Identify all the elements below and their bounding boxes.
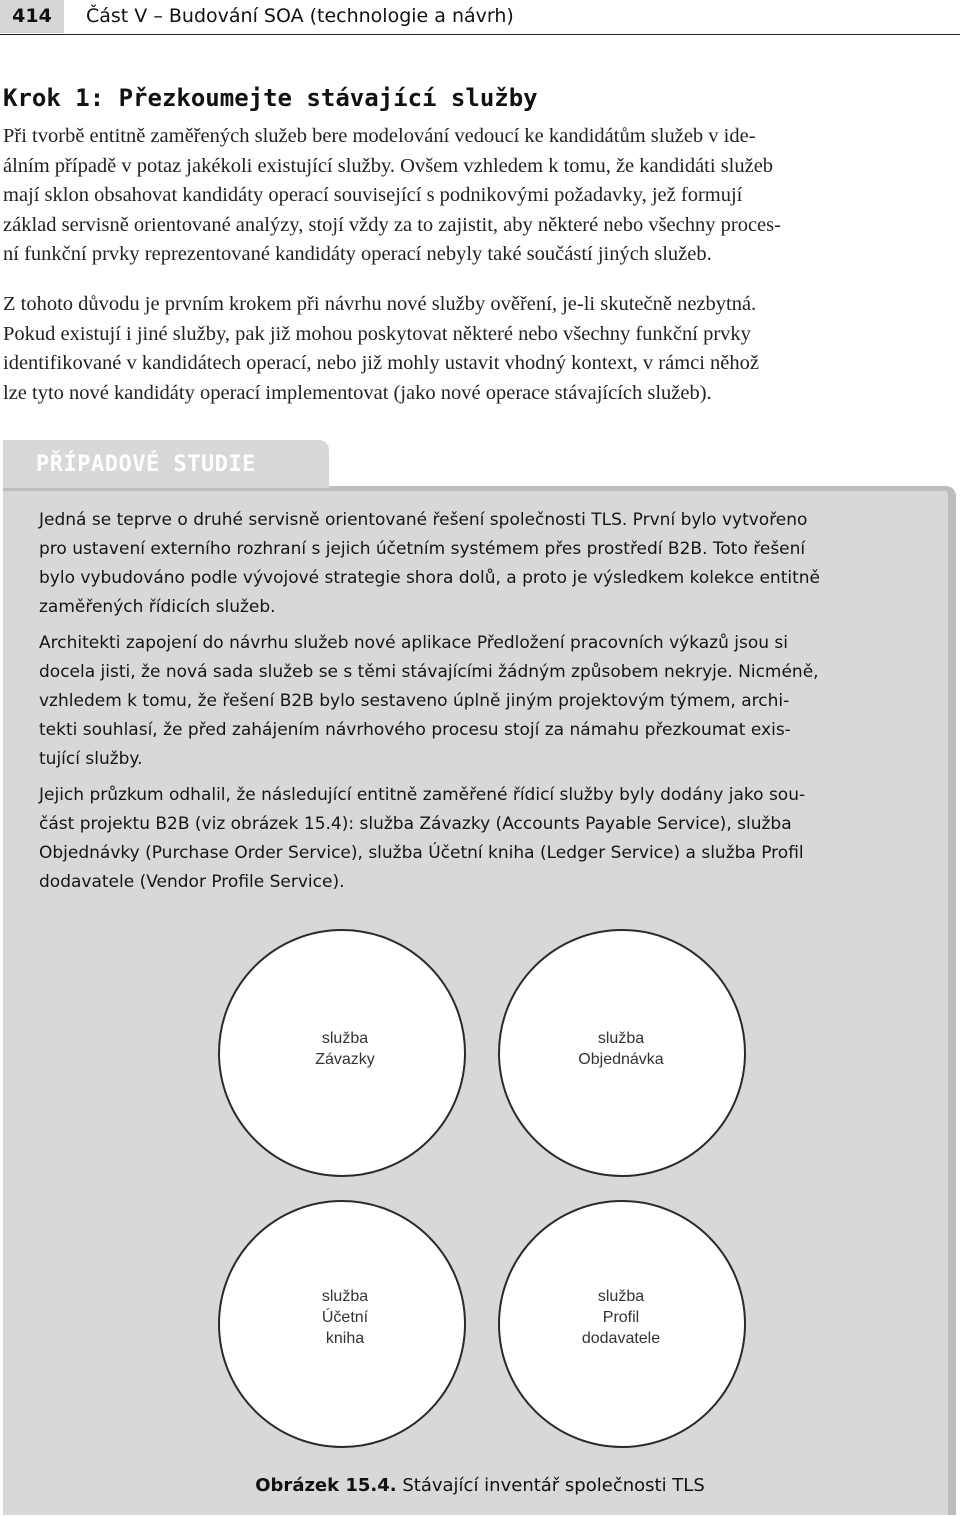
text-line: Pokud existují i jiné služby, pak již mohou poskytovat některé nebo všechny funkční prvky [3, 322, 751, 345]
text-line: dodavatele (Vendor Profile Service). [39, 872, 345, 892]
figure-caption [0, 1472, 960, 1500]
text-line: Z tohoto důvodu je prvním krokem při návrhu nové služby ověření, je-li skutečně nezbytná. [3, 293, 757, 315]
label-line: Profil [602, 1309, 640, 1326]
case-paragraph-1 [39, 506, 919, 622]
text-line: bylo vybudováno podle vývojové strategie shora dolů, a proto je výsledkem kolekce entitně [39, 568, 820, 588]
text-line: Při tvorbě entitně zaměřených služeb bere modelování vedoucí ke kandidátům služeb v ide- [3, 125, 756, 147]
label-line: služba [597, 1030, 645, 1047]
text-line: mají sklon obsahovat kandidáty operací související s podnikovými požadavky, jež formují [3, 184, 743, 206]
text-line: tekti souhlasí, že před zahájením návrhového procesu stojí za námahu přezkoumat exis- [39, 720, 791, 740]
page-number: 414 [0, 0, 64, 33]
label-line: služba [321, 1030, 369, 1047]
text-line: álním případě v potaz jakékoli existující služby. Ovšem vzhledem k tomu, že kandidáti služeb [3, 154, 774, 177]
text-line: identifikované v kandidátech operací, nebo již mohly ustavit vhodný kontext, v rámci něhož [3, 352, 760, 374]
label-line: služba [597, 1288, 645, 1305]
service-label-profil-dodavatele [521, 1286, 721, 1349]
body-paragraph-1 [3, 122, 956, 270]
label-line: Objednávka [578, 1051, 664, 1068]
label-line: Závazky [315, 1051, 375, 1068]
label-line: služba [321, 1288, 369, 1305]
text-line: Jejich průzkum odhalil, že následující entitně zaměřené řídicí služby byly dodány jako sou- [39, 785, 806, 805]
text-line: pro ustavení externího rozhraní s jejich účetním systémem přes prostředí B2B. Toto řešení [39, 539, 806, 559]
case-study-title: PŘÍPADOVÉ STUDIE [36, 452, 256, 477]
text-line: lze tyto nové kandidáty operací implementovat (jako nové operace stávajících služeb). [3, 381, 712, 404]
running-title: Část V – Budování SOA (technologie a návrh) [86, 5, 514, 27]
text-line: docela jisti, že nová sada služeb se s těmi stávajícími žádným způsobem nekryje. Nicméně, [39, 662, 819, 682]
text-line: tující služby. [39, 749, 143, 769]
caption-text: Stávající inventář společnosti TLS [396, 1475, 705, 1496]
caption-label: Obrázek 15.4. [255, 1475, 397, 1496]
body-paragraph-2 [3, 290, 956, 408]
service-label-zavazky [245, 1028, 445, 1070]
text-line: ní funkční prvky reprezentované kandidáty operací nebyly také součástí jiných služeb. [3, 243, 712, 265]
case-paragraph-3 [39, 781, 919, 897]
label-line: kniha [325, 1330, 365, 1347]
text-line: vzhledem k tomu, že řešení B2B bylo sestaveno úplně jiným projektovým týmem, archi- [39, 691, 790, 711]
text-line: Objednávky (Purchase Order Service), služba Účetní kniha (Ledger Service) a služba Profil [39, 843, 804, 863]
service-label-ucetni-kniha [245, 1286, 445, 1349]
text-line: Architekti zapojení do návrhu služeb nové aplikace Předložení pracovních výkazů jsou si [39, 633, 788, 653]
text-line: zaměřených řídicích služeb. [39, 597, 276, 617]
text-line: Jedná se teprve o druhé servisně orientované řešení společnosti TLS. První bylo vytvořeno [39, 510, 808, 530]
section-heading: Krok 1: Přezkoumejte stávající služby [3, 84, 538, 112]
page-header [0, 0, 960, 35]
label-line: dodavatele [581, 1330, 661, 1347]
text-line: základ servisně orientované analýzy, stojí vždy za to zajistit, aby některé nebo všechny proces- [3, 213, 781, 236]
text-line: část projektu B2B (viz obrázek 15.4): služba Závazky (Accounts Payable Service), služba [39, 814, 792, 834]
label-line: Účetní [321, 1309, 369, 1326]
service-label-objednavka [521, 1028, 721, 1070]
case-paragraph-2 [39, 629, 919, 774]
